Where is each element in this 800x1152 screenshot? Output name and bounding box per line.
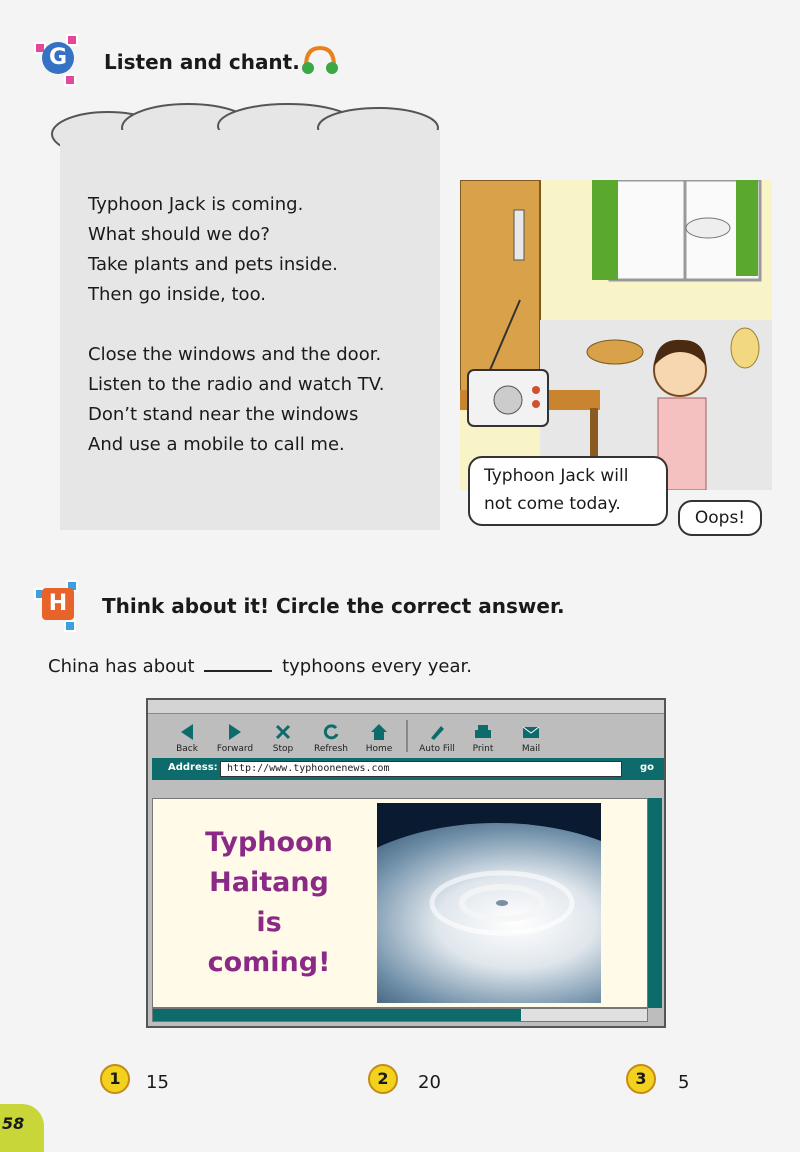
chant-line: What should we do? [88, 224, 270, 245]
question-text [48, 656, 472, 677]
radio-speech-bubble: Typhoon Jack will not come today. [468, 456, 668, 526]
answer-3-value[interactable]: 5 [678, 1072, 690, 1093]
answer-2-value[interactable]: 20 [418, 1072, 441, 1093]
home-icon [369, 722, 389, 742]
section-h-title: Think about it! Circle the correct answer. [102, 594, 565, 618]
answer-blank [204, 670, 272, 672]
toolbar-divider [406, 720, 408, 752]
news-headline [173, 823, 365, 983]
chant-line: Close the windows and the door. [88, 344, 382, 365]
chant-text [88, 190, 384, 460]
toolbar-label: Auto Fill [419, 744, 455, 754]
answer-2-badge[interactable]: 2 [368, 1064, 398, 1094]
address-label: Address: [168, 762, 218, 773]
typhoon-scene-illustration [460, 180, 772, 490]
page-number: 58 [0, 1104, 44, 1152]
chant-line: Listen to the radio and watch TV. [88, 374, 385, 395]
toolbar-label: Print [472, 744, 494, 754]
toolbar-label: Back [176, 744, 198, 754]
question-part-1: China has about [48, 656, 195, 677]
section-g-title: Listen and chant. [104, 50, 300, 74]
pen-icon [427, 722, 447, 742]
headline-line: Typhoon [205, 827, 333, 858]
vertical-scrollbar[interactable] [648, 798, 662, 1008]
section-g-letter: G [42, 42, 74, 74]
browser-window [146, 698, 666, 1028]
chant-line: And use a mobile to call me. [88, 434, 345, 455]
question-part-2: typhoons every year. [282, 656, 472, 677]
boy-speech-bubble: Oops! [678, 500, 762, 536]
chant-line: Take plants and pets inside. [88, 254, 338, 275]
headline-line: coming! [207, 947, 331, 978]
headphones-icon [300, 44, 340, 80]
chant-line: Don’t stand near the windows [88, 404, 359, 425]
chant-line: Typhoon Jack is coming. [88, 194, 304, 215]
scroll-thumb[interactable] [153, 1009, 521, 1021]
toolbar-autofill-button[interactable] [412, 722, 462, 754]
refresh-icon [321, 722, 341, 742]
toolbar-print-button[interactable] [458, 722, 508, 754]
toolbar-back-button[interactable] [162, 722, 212, 754]
toolbar-label: Home [365, 744, 393, 754]
forward-arrow-icon [225, 722, 245, 742]
answer-1-value[interactable]: 15 [146, 1072, 169, 1093]
stop-icon [273, 722, 293, 742]
toolbar-stop-button[interactable] [258, 722, 308, 754]
toolbar-label: Forward [216, 744, 254, 754]
back-arrow-icon [177, 722, 197, 742]
toolbar-label: Refresh [314, 744, 348, 754]
answer-3-badge[interactable]: 3 [626, 1064, 656, 1094]
headline-line: is [256, 907, 282, 938]
go-button[interactable]: go [639, 762, 654, 773]
section-h-letter: H [42, 588, 74, 620]
toolbar-home-button[interactable] [354, 722, 404, 754]
toolbar-label: Mail [521, 744, 541, 754]
printer-icon [473, 722, 493, 742]
web-page-content [152, 798, 648, 1008]
address-bar [152, 758, 664, 780]
chant-line: Then go inside, too. [88, 284, 266, 305]
answer-1-badge[interactable]: 1 [100, 1064, 130, 1094]
horizontal-scrollbar[interactable] [152, 1008, 648, 1022]
toolbar-refresh-button[interactable] [306, 722, 356, 754]
toolbar-forward-button[interactable] [210, 722, 260, 754]
toolbar-mail-button[interactable] [506, 722, 556, 754]
section-g-badge [34, 34, 84, 84]
title-bar [148, 700, 664, 714]
headline-line: Haitang [209, 867, 329, 898]
url-input[interactable]: http://www.typhoonenews.com [220, 761, 622, 777]
satellite-typhoon-image [377, 803, 601, 1003]
section-h-badge [34, 580, 84, 630]
toolbar-label: Stop [272, 744, 294, 754]
mail-icon [521, 722, 541, 742]
